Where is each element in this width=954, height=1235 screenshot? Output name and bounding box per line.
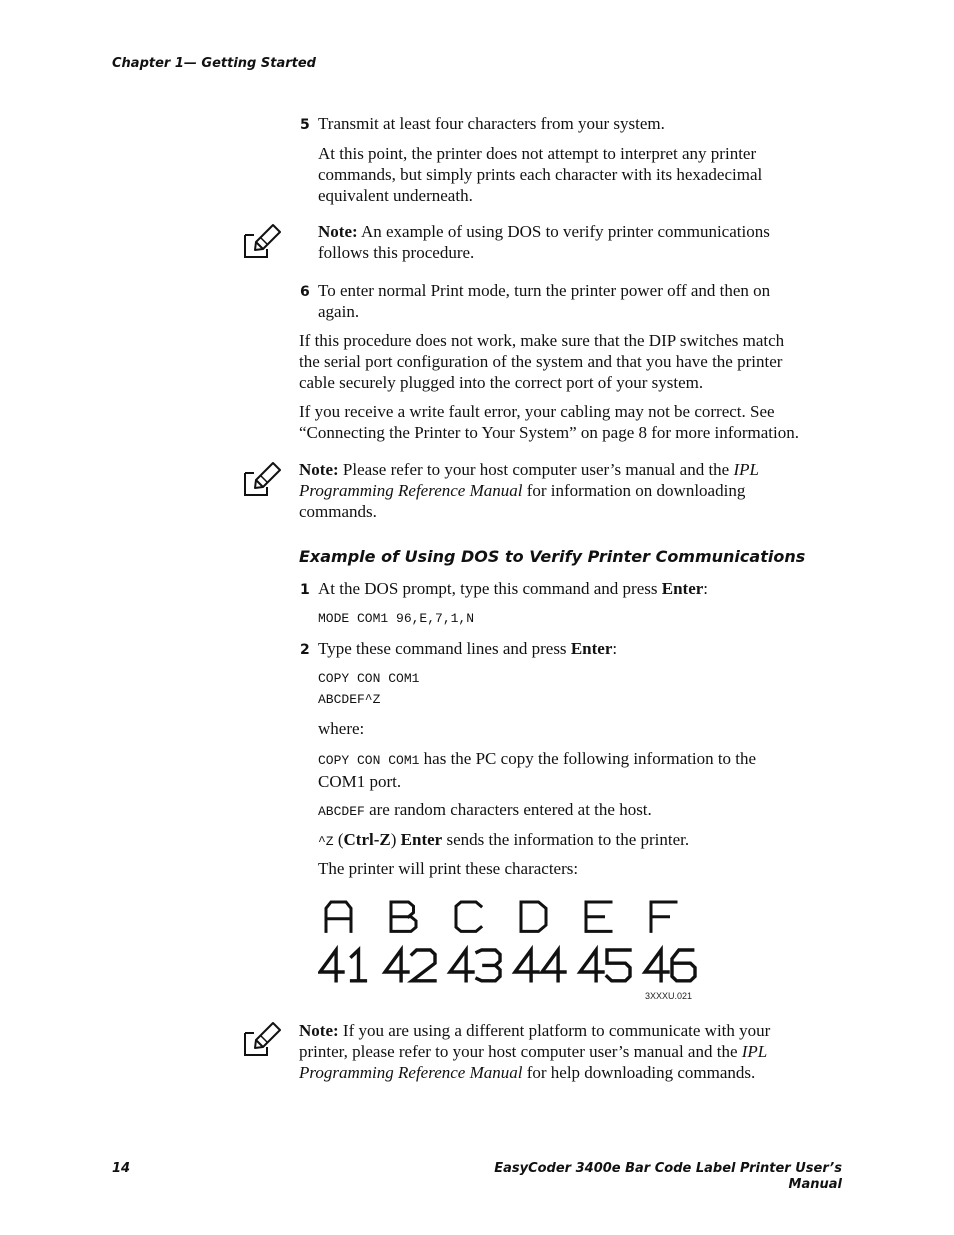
glyph-4 [580,950,603,981]
text-line: the serial port configuration of the system and that you have the printer [299,352,783,371]
note-text: for help downloading commands. [522,1063,756,1082]
step-text: Transmit at least four characters from your system. [318,114,665,133]
note-3 [299,1020,859,1083]
paragraph-write-fault [299,401,859,443]
text-line: COM1 port. [318,772,402,791]
inline-code: ^Z [318,834,334,849]
glyph-C [456,902,481,931]
text-line: equivalent underneath. [318,186,473,205]
glyph-6 [672,950,695,981]
step-number: 2 [300,642,310,658]
glyph-3 [477,965,500,980]
step-text: Type these command lines and press [318,639,571,658]
step-5-detail [318,143,858,206]
step-5 [300,113,310,136]
code-line: COPY CON COM1 [318,671,420,686]
step-6-text [318,280,858,322]
printed-letters [326,902,676,931]
step-2-text [318,638,858,659]
glyph-1 [352,950,359,981]
step-6 [300,280,310,303]
text-line: If this procedure does not work, make sure that the DIP switches match [299,331,785,350]
glyph-4 [320,950,343,981]
glyph-5 [607,950,630,981]
note-text: commands. [299,502,377,521]
command-mode: MODE COM1 96,E,7,1,N [318,611,475,626]
page-number: 14 [112,1161,131,1176]
text: has the PC copy the following information to the [419,749,757,768]
inline-code: COPY CON COM1 [318,753,420,768]
step-text: At the DOS prompt, type this command and press [318,579,662,598]
ctrl-z-key: Ctrl-Z [343,830,391,849]
note-pencil-icon [242,460,282,500]
text-line: At this point, the printer does not attempt to interpret any printer [318,144,757,163]
glyph-4 [385,950,408,981]
note-pencil-icon [242,222,282,262]
where-ctrlz [318,829,858,852]
note-text: follows this procedure. [318,243,475,262]
figure-code: 3XXXU.021 [645,991,693,1001]
glyph-B [391,902,414,917]
manual-title: Programming Reference Manual [299,481,523,500]
step-number: 5 [300,117,310,133]
footer-manual-title: EasyCoder 3400e Bar Code Label Printer User’s Manual [494,1161,842,1192]
step-1-text [318,578,858,599]
text-line: “Connecting the Printer to Your System” on page 8 for more information. [299,423,799,442]
note-label: Note: [299,460,339,479]
enter-key: Enter [661,579,704,598]
printout-figure [318,898,698,1002]
text-line: commands, but simply prints each character with its hexadecimal [318,165,763,184]
glyph-4 [450,950,473,981]
step-2 [300,638,310,661]
text: ( [333,830,344,849]
note-label: Note: [318,222,358,241]
step-text: : [703,579,709,598]
glyph-A [326,902,351,931]
text-line: To enter normal Print mode, turn the printer power off and then on [318,281,771,300]
where-copy [318,748,858,792]
manual-title: Programming Reference Manual [299,1063,523,1082]
glyph-4 [542,950,565,981]
text-line: cable securely plugged into the correct port of your system. [299,373,704,392]
prints-label: The printer will print these characters: [318,859,579,878]
section-title: Example of Using DOS to Verify Printer Communications [299,547,806,566]
enter-key: Enter [400,830,443,849]
note-text: printer, please refer to your host computer user’s manual and the [299,1042,742,1061]
text-line: again. [318,302,360,321]
where-abcdef [318,799,858,822]
code-line: ABCDEF^Z [318,692,381,707]
glyph-2 [412,950,435,981]
printed-hex [320,950,695,981]
running-header: Chapter 1— Getting Started [112,56,316,71]
note-pencil-icon [242,1020,282,1060]
note-text: An example of using DOS to verify printer communications [357,222,770,241]
glyph-4 [515,950,538,981]
note-text: Please refer to your host computer user’s manual and the [338,460,734,479]
text-line: If you receive a write fault error, your cabling may not be correct. See [299,402,775,421]
note-text: for information on downloading [522,481,746,500]
step-5-text [318,113,858,134]
glyph-3 [477,950,500,965]
command-block [318,668,419,710]
note-2 [299,459,859,522]
paragraph-dip-switches [299,330,859,393]
glyph-D [521,902,546,931]
enter-key: Enter [570,639,613,658]
step-number: 1 [300,582,310,598]
manual-title: IPL [733,460,759,479]
inline-code: ABCDEF [318,804,365,819]
text: are random characters entered at the host. [364,800,652,819]
glyph-4 [645,950,668,981]
note-text: If you are using a different platform to communicate with your [338,1021,771,1040]
where-label: where: [318,719,365,738]
step-text: : [612,639,618,658]
step-1 [300,578,310,601]
manual-title: IPL [741,1042,768,1061]
note-1 [318,221,858,263]
text: ) [390,830,401,849]
text: sends the information to the printer. [442,830,690,849]
step-number: 6 [300,284,310,300]
note-label: Note: [299,1021,339,1040]
